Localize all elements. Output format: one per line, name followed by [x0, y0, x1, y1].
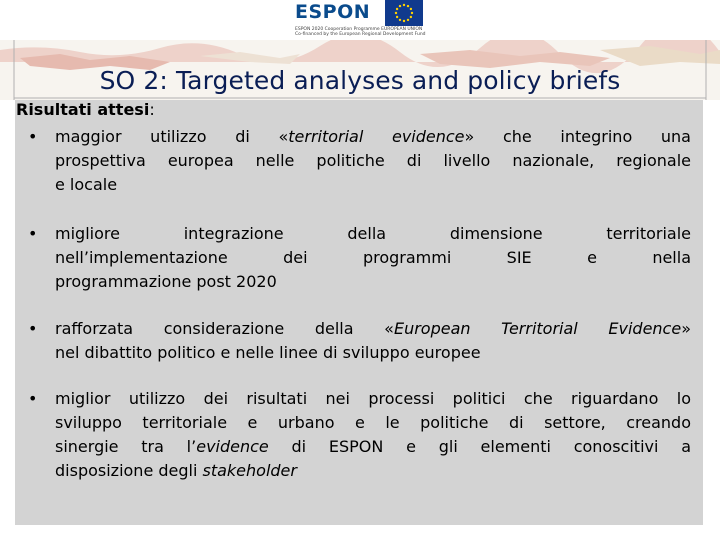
espon-logo [288, 0, 426, 40]
bullet-line [55, 149, 691, 173]
bullet-line [55, 459, 691, 483]
bullet-item-3 [28, 317, 691, 365]
text-run: di ESPON e gli elementi conoscitivi a [268, 437, 691, 456]
bullet-glyph: • [28, 224, 38, 243]
section-heading-label: Risultati attesi [16, 100, 150, 119]
slide-title: SO 2: Targeted analyses and policy briefs [99, 66, 621, 95]
text-run: maggior utilizzo di « [55, 127, 289, 146]
bullet-line [55, 317, 691, 341]
bullet-line [55, 411, 691, 435]
text-run: rafforzata considerazione della « [55, 319, 394, 338]
text-run: » che integrino una [464, 127, 691, 146]
text-run: programmazione post 2020 [55, 272, 277, 291]
bullet-glyph: • [28, 389, 38, 408]
bullet-line [55, 173, 691, 197]
logo-caption [295, 27, 426, 37]
bullet-line [55, 222, 691, 246]
italic-text: evidence [196, 437, 269, 456]
bullet-line [55, 270, 691, 294]
bullet-line [55, 341, 691, 365]
espon-logo-text: ESPON [295, 1, 371, 23]
text-run: sviluppo territoriale e urbano e le politiche di settore, creando [55, 413, 691, 432]
text-run: nell’implementazione dei programmi SIE e nella [55, 248, 691, 267]
bullet-item-2 [28, 222, 691, 294]
section-heading-colon: : [149, 100, 155, 119]
italic-text: stakeholder [202, 461, 297, 480]
text-run: miglior utilizzo dei risultati nei processi politici che riguardano lo [55, 389, 691, 408]
logo-caption-line1: ESPON 2020 Cooperation Programme EUROPEAN UNION [295, 27, 423, 32]
text-run: disposizione degli [55, 461, 203, 480]
slide-header [0, 0, 720, 100]
text-run: migliore integrazione della dimensione territoriale [55, 224, 691, 243]
italic-text: territorial evidence [288, 127, 465, 146]
bullet-line [55, 125, 691, 149]
eu-flag-icon [385, 0, 423, 26]
text-run: e locale [55, 175, 118, 194]
section-heading [16, 100, 155, 119]
logo-caption-line2: Co-financed by the European Regional Development Fund [295, 32, 426, 37]
bullet-item-1 [28, 125, 691, 197]
bullet-glyph: • [28, 319, 38, 338]
bullet-line [55, 435, 691, 459]
italic-text: European Territorial Evidence [393, 319, 682, 338]
bullet-line [55, 387, 691, 411]
bullet-item-4 [28, 387, 691, 483]
text-run: » [681, 319, 691, 338]
text-run: sinergie tra l’ [55, 437, 197, 456]
text-run: prospettiva europea nelle politiche di livello nazionale, regionale [55, 151, 691, 170]
text-run: nel dibattito politico e nelle linee di sviluppo europee [55, 343, 481, 362]
bullet-line [55, 246, 691, 270]
bullet-glyph: • [28, 127, 38, 146]
